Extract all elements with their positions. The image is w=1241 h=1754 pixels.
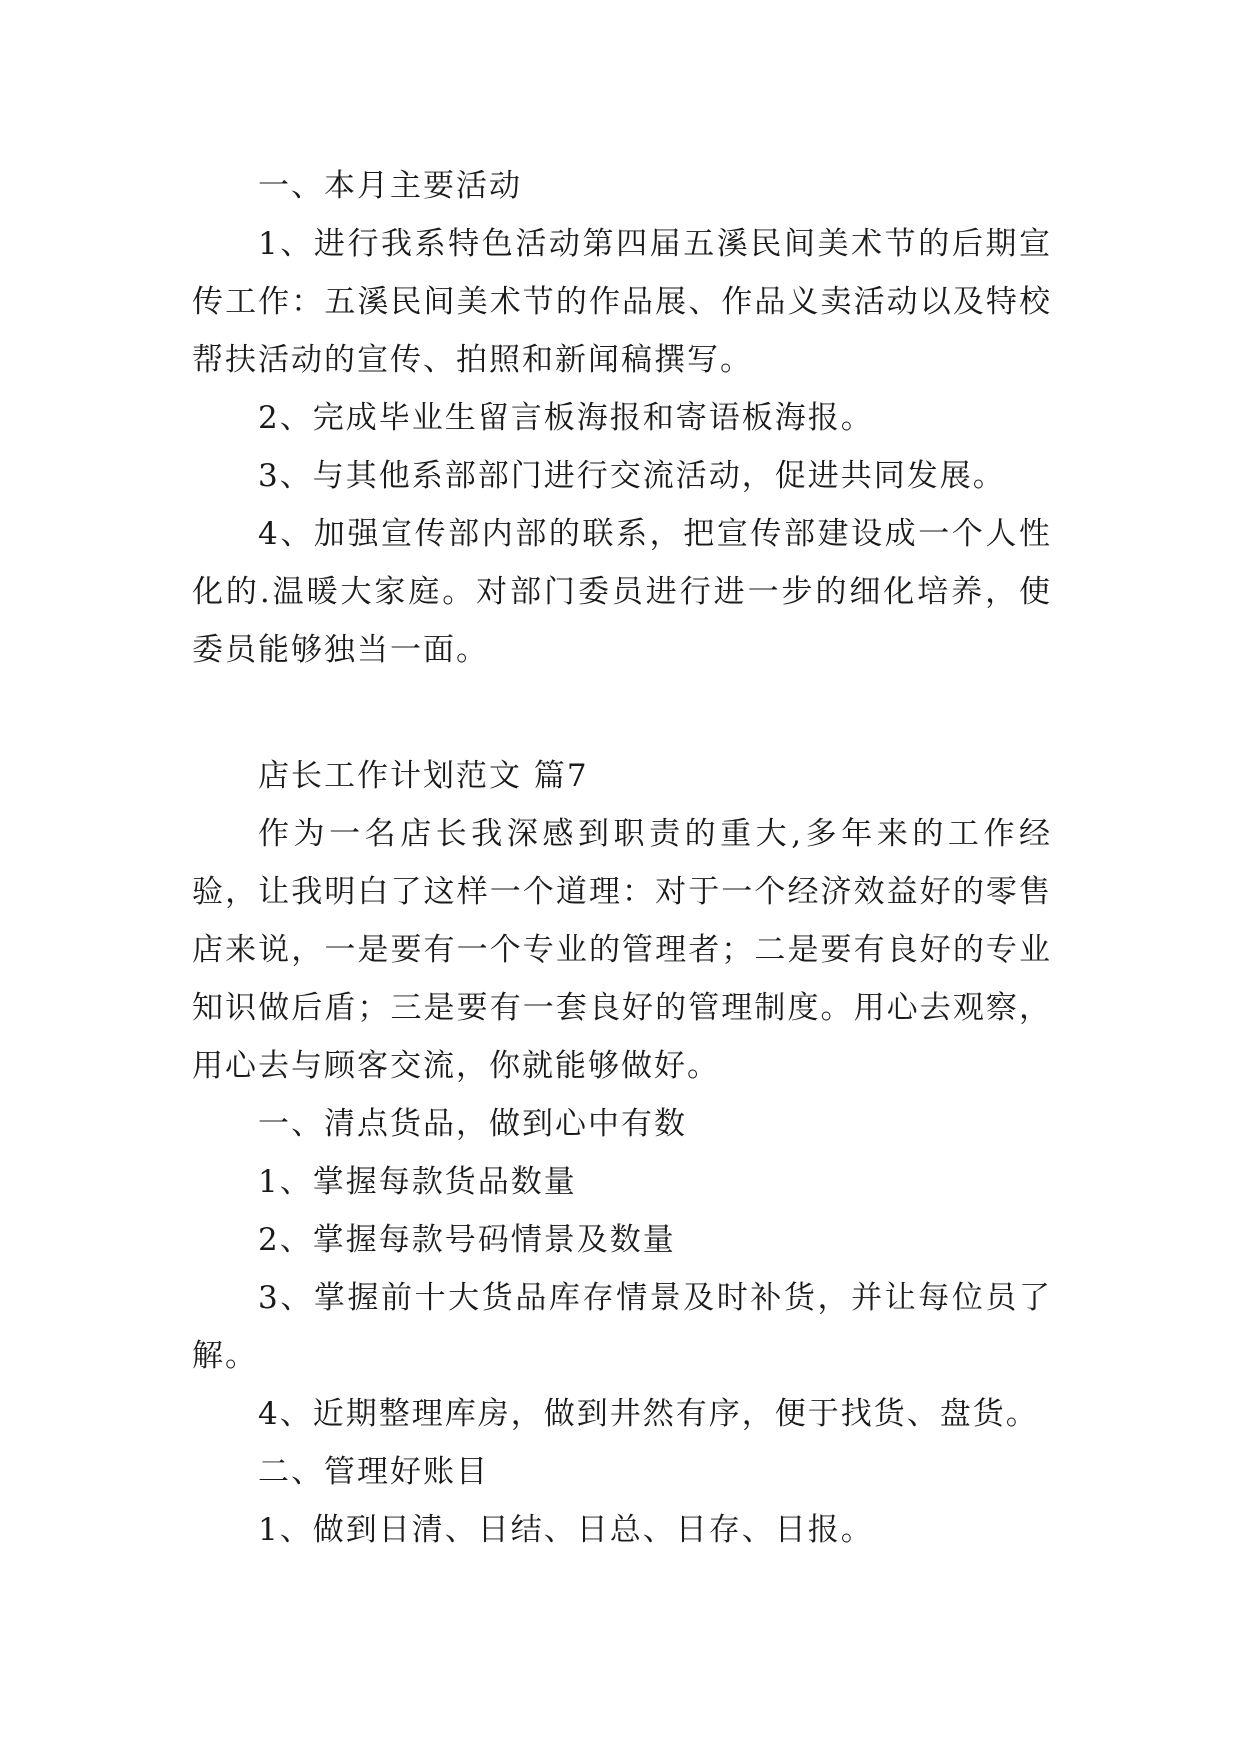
store-manager-plan-section	[192, 747, 1052, 1559]
list-item: 1、进行我系特色活动第四届五溪民间美术节的后期宣传工作：五溪民间美术节的作品展、作品义卖活动以及特校帮扶活动的宣传、拍照和新闻稿撰写。	[192, 226, 1052, 378]
list-item: 3、与其他系部部门进行交流活动，促进共同发展。	[258, 458, 1006, 494]
article-title: 店长工作计划范文 篇7	[258, 758, 589, 794]
activity-section	[192, 157, 1052, 679]
list-item: 2、完成毕业生留言板海报和寄语板海报。	[258, 400, 874, 436]
section-heading: 二、管理好账目	[258, 1454, 489, 1490]
list-item: 3、掌握前十大货品库存情景及时补货，并让每位员了解。	[192, 1280, 1052, 1374]
list-item: 1、掌握每款货品数量	[258, 1164, 577, 1200]
list-item: 4、近期整理库房，做到井然有序，便于找货、盘货。	[258, 1396, 1039, 1432]
list-item: 2、掌握每款号码情景及数量	[258, 1222, 676, 1258]
section-heading: 一、本月主要活动	[258, 168, 522, 204]
section-heading: 一、清点货品，做到心中有数	[258, 1106, 687, 1142]
list-item: 4、加强宣传部内部的联系，把宣传部建设成一个人性化的.温暖大家庭。对部门委员进行进一步的细化培养，使委员能够独当一面。	[192, 516, 1052, 668]
intro-paragraph: 作为一名店长我深感到职责的重大,多年来的工作经验，让我明白了这样一个道理：对于一个经济效益好的零售店来说，一是要有一个专业的管理者；二是要有良好的专业知识做后盾；三是要有一套良好的管理制度。用心去观察，用心去与顾客交流，你就能够做好。	[192, 816, 1052, 1084]
list-item: 1、做到日清、日结、日总、日存、日报。	[258, 1512, 874, 1548]
